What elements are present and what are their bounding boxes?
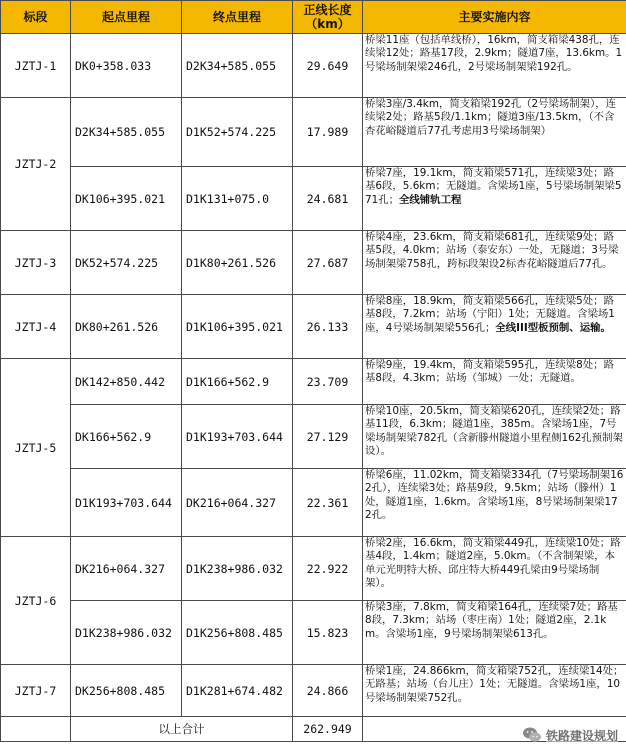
- end-mileage-cell: D1K256+808.485: [182, 601, 293, 665]
- length-cell: 17.989: [293, 98, 363, 167]
- length-cell: 15.823: [293, 601, 363, 665]
- content-cell: [363, 359, 626, 405]
- table-row: [1, 601, 626, 665]
- content-text: 桥梁3座/3.4km，简支箱梁192孔（2号梁场制架），连续梁2处；路基5段/1.1km；隧道3座/13.5km，（不含杏花峪隧道后77孔考虑用3号梁场制架）: [365, 98, 617, 137]
- table-row: [1, 405, 626, 469]
- segment-cell: JZTJ-2: [1, 98, 71, 231]
- end-mileage-cell: D1K193+703.644: [182, 405, 293, 469]
- end-mileage-cell: D1K281+674.482: [182, 665, 293, 717]
- content-cell: [363, 167, 626, 231]
- content-cell: [363, 469, 626, 537]
- content-text: 桥梁10座，20.5km，简支箱梁620孔，连续梁2处；路基11段，6.3km；隧道1座，385m。含梁场1座，7号梁场制架梁782孔（含新滕州隧道小里程侧162孔预制架设）。: [365, 405, 623, 457]
- length-cell: 26.133: [293, 295, 363, 359]
- start-mileage-cell: DK216+064.327: [71, 537, 182, 601]
- table-row: [1, 537, 626, 601]
- content-text: 桥梁4座，23.6km，简支箱梁681孔，连续梁9处；路基5段，4.0km；站场（泰安东）一处，无隧道；3号梁场制架梁758孔，跨标段架设2标杏花峪隧道后77孔。: [365, 231, 619, 270]
- table-row: [1, 231, 626, 295]
- length-cell: 22.361: [293, 469, 363, 537]
- end-mileage-cell: D1K131+075.0: [182, 167, 293, 231]
- segment-cell: JZTJ-7: [1, 665, 71, 717]
- end-mileage-cell: D1K80+261.526: [182, 231, 293, 295]
- total-row: [1, 717, 626, 742]
- watermark-text: 铁路建设规划: [545, 728, 618, 743]
- segment-cell: JZTJ-4: [1, 295, 71, 359]
- length-cell: 29.649: [293, 34, 363, 98]
- header-segment: 标段: [1, 1, 71, 34]
- content-text: 桥梁1座，24.866km，简支箱梁752孔，连续梁14处；无路基；站场（台儿庄）1处；无隧道。含梁场1座，10号梁场制架梁752孔。: [365, 665, 624, 704]
- start-mileage-cell: DK256+808.485: [71, 665, 182, 717]
- content-cell: [363, 405, 626, 469]
- content-text: 桥梁2座，16.6km，简支箱梁449孔，连续梁10处；路基4段，1.4km；隧道2座，5.0km。（不含制架梁，本单元光明特大桥、邱庄特大桥449孔梁由9号梁场制架）。: [365, 537, 621, 589]
- start-mileage-cell: DK52+574.225: [71, 231, 182, 295]
- start-mileage-cell: DK80+261.526: [71, 295, 182, 359]
- content-text: 桥梁7座，19.1km，简支箱梁571孔，连续梁3处；路基6段，5.6km；无隧道。含梁场1座，5号梁场制架梁571孔；: [365, 167, 622, 206]
- segment-cell: JZTJ-6: [1, 537, 71, 665]
- content-text: 桥梁8座，18.9km，简支箱梁566孔，连续梁5处；路基8段，7.2km；站场（宁阳）1处；无隧道。含梁场1座，4号梁场制架梁556孔；: [365, 295, 615, 334]
- end-mileage-cell: D2K34+585.055: [182, 34, 293, 98]
- total-content-empty-cell: [363, 717, 626, 742]
- start-mileage-cell: DK166+562.9: [71, 405, 182, 469]
- content-text: 桥梁9座，19.4km，简支箱梁595孔，连续梁8处；路基8段，4.3km；站场（邹城）一处；无隧道。: [365, 359, 614, 385]
- length-cell: 24.681: [293, 167, 363, 231]
- start-mileage-cell: D2K34+585.055: [71, 98, 182, 167]
- content-cell: [363, 601, 626, 665]
- content-cell: [363, 231, 626, 295]
- end-mileage-cell: D1K106+395.021: [182, 295, 293, 359]
- table-row: [1, 167, 626, 231]
- start-mileage-cell: DK106+395.021: [71, 167, 182, 231]
- content-text: 桥梁11座（包括单线桥），16km，简支箱梁438孔，连续梁12处；路基17段，2.9km；隧道7座，13.6km。1号梁场制架梁246孔，2号梁场制架梁192孔。: [365, 34, 623, 73]
- segment-cell: JZTJ-5: [1, 359, 71, 537]
- table-row: [1, 359, 626, 405]
- content-cell: [363, 98, 626, 167]
- length-cell: 22.922: [293, 537, 363, 601]
- header-content: 主要实施内容: [363, 1, 626, 34]
- header-start: 起点里程: [71, 1, 182, 34]
- content-cell: [363, 34, 626, 98]
- segment-cell: JZTJ-3: [1, 231, 71, 295]
- header-length: [293, 1, 363, 34]
- content-bold-text: 全线III型板预制、运输。: [495, 321, 611, 334]
- segment-cell: JZTJ-1: [1, 34, 71, 98]
- table-row: [1, 665, 626, 717]
- end-mileage-cell: D1K166+562.9: [182, 359, 293, 405]
- table-row: [1, 295, 626, 359]
- table-row: [1, 469, 626, 537]
- total-label-cell: 以上合计: [71, 717, 293, 742]
- start-mileage-cell: D1K238+986.032: [71, 601, 182, 665]
- end-mileage-cell: D1K238+986.032: [182, 537, 293, 601]
- length-cell: 27.129: [293, 405, 363, 469]
- content-cell: [363, 537, 626, 601]
- table-row: [1, 34, 626, 98]
- start-mileage-cell: DK142+850.442: [71, 359, 182, 405]
- header-row: [1, 1, 626, 34]
- total-empty-cell: [1, 717, 71, 742]
- table-row: [1, 98, 626, 167]
- length-cell: 23.709: [293, 359, 363, 405]
- start-mileage-cell: D1K193+703.644: [71, 469, 182, 537]
- content-cell: [363, 295, 626, 359]
- total-length-cell: 262.949: [293, 717, 363, 742]
- end-mileage-cell: DK216+064.327: [182, 469, 293, 537]
- length-cell: 27.687: [293, 231, 363, 295]
- header-end: 终点里程: [182, 1, 293, 34]
- content-bold-text: 全线铺轨工程: [399, 193, 462, 206]
- end-mileage-cell: D1K52+574.225: [182, 98, 293, 167]
- start-mileage-cell: DK0+358.033: [71, 34, 182, 98]
- header-length-text: 正线长度 （km）: [303, 3, 352, 31]
- content-cell: [363, 665, 626, 717]
- content-text: 桥梁3座，7.8km，简支箱梁164孔，连续梁7处；路基8段，7.3km；站场（枣庄南）1处；隧道2座，2.1km。含梁场1座，9号梁场制架梁613孔。: [365, 601, 618, 640]
- content-text: 桥梁6座，11.02km，简支箱梁334孔（7号梁场制架162孔），连续梁3处；路基9段，9.5km；站场（滕州）1处，隧道1座，1.6km。含梁场1座，8号梁场制架梁172孔。: [365, 469, 624, 521]
- length-cell: 24.866: [293, 665, 363, 717]
